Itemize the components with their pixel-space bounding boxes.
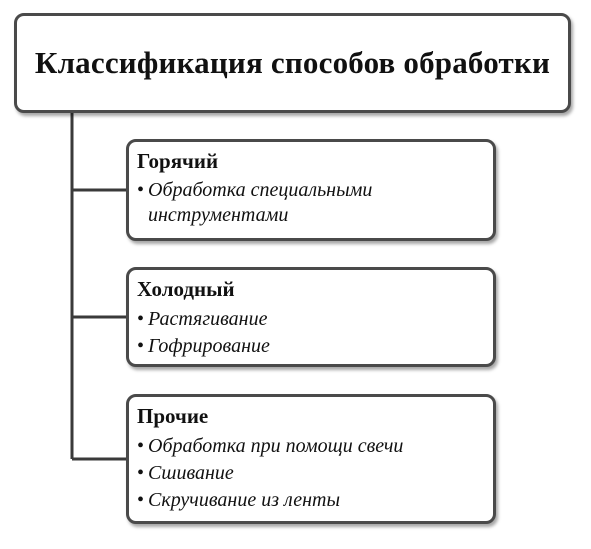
category-node-other	[126, 394, 496, 524]
category-item-text: Гофрирование	[148, 335, 270, 357]
category-item	[137, 460, 485, 487]
bullet-icon: •	[137, 335, 145, 357]
category-item	[137, 306, 485, 333]
bullet-icon: •	[137, 489, 145, 511]
category-item-text: Сшивание	[148, 462, 234, 484]
category-item	[137, 487, 485, 514]
category-item	[137, 433, 485, 460]
category-title-cold: Холодный	[137, 277, 235, 301]
category-items-other	[137, 433, 485, 514]
category-items-cold	[137, 306, 485, 360]
category-item-text: Обработка при помощи свечи	[148, 435, 404, 457]
category-node-hot	[126, 139, 496, 241]
category-node-cold	[126, 267, 496, 367]
category-item-text: Обработка специальными инструментами	[148, 179, 373, 226]
bullet-icon: •	[137, 435, 145, 457]
category-item	[137, 178, 485, 228]
root-node	[14, 13, 571, 113]
category-item-text: Скручивание из ленты	[148, 489, 341, 511]
category-item	[137, 333, 485, 360]
bullet-icon: •	[137, 462, 145, 484]
bullet-icon: •	[137, 308, 145, 330]
diagram-title: Классификация способов обработки	[34, 45, 551, 80]
category-item-text: Растягивание	[148, 308, 268, 330]
bullet-icon: •	[137, 179, 145, 201]
category-items-hot	[137, 178, 485, 228]
category-title-hot: Горячий	[137, 149, 219, 173]
category-title-other: Прочие	[137, 404, 209, 428]
